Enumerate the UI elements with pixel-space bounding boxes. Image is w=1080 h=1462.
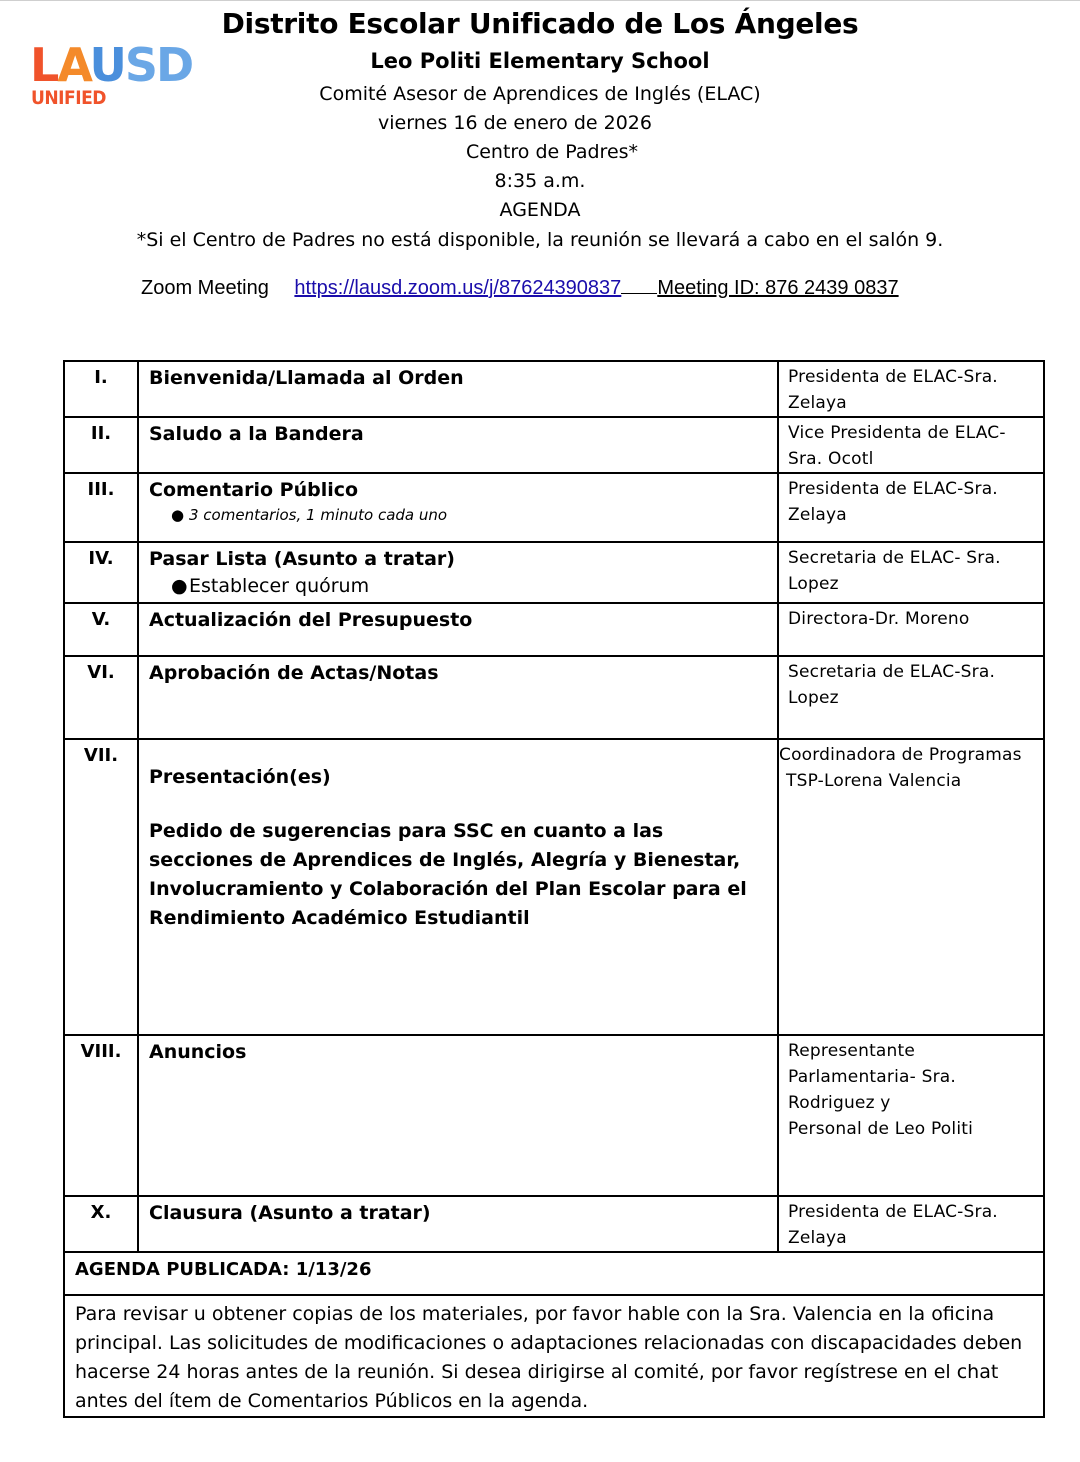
published-date: AGENDA PUBLICADA: 1/13/26 xyxy=(64,1252,1044,1295)
zoom-info xyxy=(141,275,899,301)
item-presenter: Vice Presidenta de ELAC-Sra. Ocotl xyxy=(778,417,1044,473)
agenda-row-4 xyxy=(64,542,1044,603)
item-title: Presentación(es) xyxy=(149,766,331,788)
item-cell xyxy=(138,473,778,542)
item-title: Pasar Lista (Asunto a tratar) xyxy=(149,548,455,570)
item-presenter: Presidenta de ELAC-Sra. Zelaya xyxy=(778,1196,1044,1252)
footer-note-row xyxy=(64,1295,1044,1417)
agenda-row-3 xyxy=(64,473,1044,542)
agenda-row-7 xyxy=(64,739,1044,1035)
item-presenter: Presidenta de ELAC-Sra. Zelaya xyxy=(778,473,1044,542)
agenda-row-5 xyxy=(64,603,1044,656)
item-title: Clausura (Asunto a tratar) xyxy=(149,1202,431,1224)
item-cell xyxy=(138,361,778,417)
item-title: Actualización del Presupuesto xyxy=(149,609,473,631)
agenda-heading: AGENDA xyxy=(499,199,581,221)
item-cell xyxy=(138,542,778,603)
item-presenter xyxy=(778,1035,1044,1196)
item-title: Aprobación de Actas/Notas xyxy=(149,662,439,684)
item-number: VIII. xyxy=(64,1035,138,1196)
item-bullet xyxy=(139,503,777,527)
presenter-line-2: Personal de Leo Politi xyxy=(788,1119,974,1139)
bullet-text: 3 comentarios, 1 minuto cada uno xyxy=(189,506,448,524)
item-title: Anuncios xyxy=(149,1041,247,1063)
bullet-dot-icon: ● xyxy=(171,575,188,597)
item-bullet xyxy=(139,572,777,600)
item-cell xyxy=(138,603,778,656)
zoom-underline-gap xyxy=(621,275,657,294)
item-number: X. xyxy=(64,1196,138,1252)
location-note: *Si el Centro de Padres no está disponible, la reunión se llevará a cabo en el salón 9. xyxy=(136,229,944,251)
bullet-dot-icon: ● xyxy=(171,506,185,524)
item-number: II. xyxy=(64,417,138,473)
item-number: V. xyxy=(64,603,138,656)
presenter-line-2: TSP-Lorena Valencia xyxy=(786,771,962,791)
meeting-date: viernes 16 de enero de 2026 xyxy=(378,112,652,134)
school-name: Leo Politi Elementary School xyxy=(370,49,710,73)
agenda-table xyxy=(63,360,1045,1418)
page-top-border xyxy=(0,0,1080,1)
item-cell xyxy=(138,656,778,739)
bullet-text: Establecer quórum xyxy=(189,575,370,597)
item-cell xyxy=(138,417,778,473)
item-number: I. xyxy=(64,361,138,417)
item-presenter: Directora-Dr. Moreno xyxy=(778,603,1044,656)
item-cell xyxy=(138,739,778,1035)
agenda-row-2 xyxy=(64,417,1044,473)
committee-name: Comité Asesor de Aprendices de Inglés (ELAC) xyxy=(319,83,761,105)
published-row xyxy=(64,1252,1044,1295)
zoom-label: Zoom Meeting xyxy=(141,277,269,299)
item-presenter: Secretaria de ELAC- Sra. Lopez xyxy=(778,542,1044,603)
item-number: VII. xyxy=(64,739,138,1035)
agenda-row-6 xyxy=(64,656,1044,739)
agenda-row-8 xyxy=(64,1035,1044,1196)
logo-subtext: UNIFIED xyxy=(31,87,106,109)
item-presenter: Presidenta de ELAC-Sra. Zelaya xyxy=(778,361,1044,417)
agenda-row-1 xyxy=(64,361,1044,417)
presenter-line-1: Coordinadora de Programas xyxy=(779,745,1022,765)
item-number: VI. xyxy=(64,656,138,739)
item-number: IV. xyxy=(64,542,138,603)
district-title: Distrito Escolar Unificado de Los Ángeles xyxy=(221,7,859,40)
item-title: Saludo a la Bandera xyxy=(149,423,364,445)
meeting-place: Centro de Padres* xyxy=(465,141,639,163)
zoom-meeting-id: Meeting ID: 876 2439 0837 xyxy=(657,277,899,299)
item-presenter: Secretaria de ELAC-Sra. Lopez xyxy=(778,656,1044,739)
footer-note: Para revisar u obtener copias de los materiales, por favor hable con la Sra. Valencia en la oficina principal. Las solicitudes de modificaciones o adaptaciones relacionadas con discapacidades deben hacerse 24 horas antes de la reunión. Si desea dirigirse al comité, por favor regístrese en el chat antes del ítem de Comentarios Públicos en la agenda. xyxy=(64,1295,1044,1417)
presenter-line-1: Representante Parlamentaria- Sra. Rodriguez y xyxy=(788,1041,956,1113)
item-number: III. xyxy=(64,473,138,542)
meeting-time: 8:35 a.m. xyxy=(494,170,586,192)
item-body: Pedido de sugerencias para SSC en cuanto a las secciones de Aprendices de Inglés, Alegría y Bienestar, Involucramiento y Colaboración del Plan Escolar para el Rendimiento Académico Estudiantil xyxy=(149,820,747,929)
logo-wordmark: LAUSD xyxy=(30,38,193,92)
item-title: Comentario Público xyxy=(149,479,359,501)
item-cell xyxy=(138,1035,778,1196)
item-cell xyxy=(138,1196,778,1252)
zoom-link[interactable]: https://lausd.zoom.us/j/87624390837 xyxy=(294,277,622,299)
item-title: Bienvenida/Llamada al Orden xyxy=(149,367,464,389)
item-presenter xyxy=(778,739,1044,1035)
agenda-row-9 xyxy=(64,1196,1044,1252)
